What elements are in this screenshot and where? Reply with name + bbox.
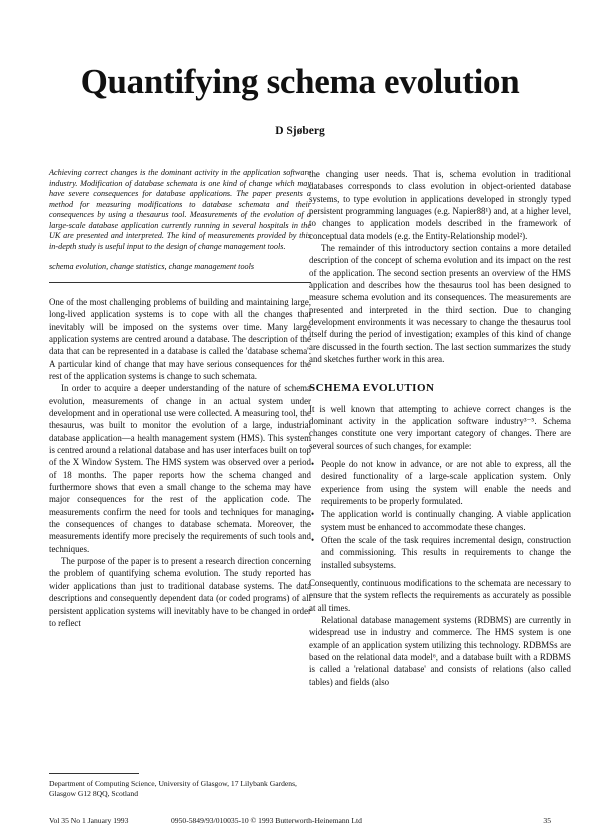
intro-paragraph-3: The purpose of the paper is to present a research direction concerning the problem of quantifying schema evolution. The study reported has wider applications than just to traditional database systems. The data descriptions and consequently dependent data (or coded programs) of all persistent application systems will inevitably have to be changed in order to reflect: [49, 556, 311, 628]
intro-paragraph-1: One of the most challenging problems of building and maintaining large, long-lived application systems is to cope with all the changes that inevitably will be imposed on the systems over time. Many large application systems are centred around a database. The description of the data that can be represented in a database is called the 'database schema'. A particular kind of change that may have serious consequences for the rest of the application systems is change to such schemata.: [49, 296, 311, 381]
keywords: schema evolution, change statistics, change management tools: [49, 262, 255, 272]
sources-list: [309, 458, 571, 571]
footnote-divider: [49, 773, 139, 774]
left-column: [49, 168, 311, 629]
author-name: D Sjøberg: [275, 125, 325, 137]
affiliation-footnote: [49, 773, 311, 799]
list-item: • The application world is continually changing. A viable application system must be enhanced to accommodate these changes.: [309, 508, 571, 533]
paper-title: Quantifying schema evolution: [80, 62, 520, 101]
section-paragraph-1: It is well known that attempting to achieve correct changes is the dominant activity in the application software industry³⁻⁵. Schema changes constitute one very important category of changes. There are several sources of such changes, for example:: [309, 403, 571, 451]
intro-paragraph-2: In order to acquire a deeper understanding of the nature of schema evolution, measurements of change in an actual system under development and in operational use were collected. A measuring tool, the thesaurus, was built to monitor the evolution of a large, industrial database application—a health management system (HMS). This system is centred around a relational database and has user interfaces built on top of the X Window System. The HMS system was observed over a period of 18 months. The paper reports how the schema changed and furthermore shows that even a small change to the schema may have major consequences for the rest of the application code. The measurements confirm the need for tools and techniques for managing the consequences of changes to database schemata. Moreover, the measurements identify more precisely the requirements of such tools and techniques.: [49, 383, 311, 554]
abstract-divider: [49, 282, 311, 283]
journal-volume: Vol 35 No 1 January 1993: [49, 816, 129, 825]
copyright-line: 0950-5849/93/010035-10 © 1993 Butterworth-Heinemann Ltd: [171, 816, 362, 825]
intro-paragraph-4: The remainder of this introductory section contains a more detailed description of the concept of schema evolution and its impact on the rest of the application. The second section presents an overview of the HMS application and describes how the thesaurus tool has been designed to measure schema evolution and its consequences. The measurements are presented and interpreted in the third section. Due to changing development environments it was necessary to change the thesaurus tool itself during the period of investigation; examples of this kind of change are discussed in the fourth section. The last section summarizes the study and sketches further work in this area.: [309, 243, 571, 365]
section-paragraph-2: Consequently, continuous modifications to the schemata are necessary to ensure that the system reflects the requirements as accurately as possible at all times.: [309, 577, 571, 613]
right-column: [309, 168, 571, 688]
abstract: Achieving correct changes is the dominant activity in the application software industry. Modification of database schemata is one kind of change which may have severe consequences for database applications. The paper presents a method for measuring modifications to database schemata and their consequences by using a thesaurus tool. Measurements of the evolution of a large-scale database application currently running in several hospitals in the UK are presented and interpreted. The kind of measurements provided by this in-depth study is useful input to the design of change management tools.: [49, 168, 311, 251]
section-paragraph-3: Relational database management systems (RDBMS) are currently in widespread use in industry and commerce. The HMS system is one example of an application system utilizing this technology. RDBMSs are based on the relational data model⁶, and a database built with a RDBMS is called a 'relational database' and consists of relations (also called tables) and fields (also: [309, 615, 571, 687]
affiliation-text: Department of Computing Science, University of Glasgow, 17 Lilybank Gardens, Glasgow G12 8QQ, Scotland: [49, 779, 297, 798]
section-heading: SCHEMA EVOLUTION: [309, 381, 435, 394]
intro-paragraph-3-continued: the changing user needs. That is, schema evolution in traditional databases corresponds to class evolution in object-oriented database systems, to type evolution in applications developed in strongly typed persistent programming languages (e.g. Napier88¹) and, at a higher level, to changes to application models described in the framework of conceptual data models (e.g. the Entity-Relationship model²).: [309, 169, 571, 241]
page-number: 35: [543, 816, 551, 825]
list-item: • Often the scale of the task requires incremental design, construction and commissioning. This results in requirements to change the installed subsystems.: [309, 534, 571, 571]
list-item: • People do not know in advance, or are not able to express, all the desired functionality of a large-scale application system. Only experience from using the system will enable the needs and requirements to be properly formulated.: [309, 458, 571, 507]
